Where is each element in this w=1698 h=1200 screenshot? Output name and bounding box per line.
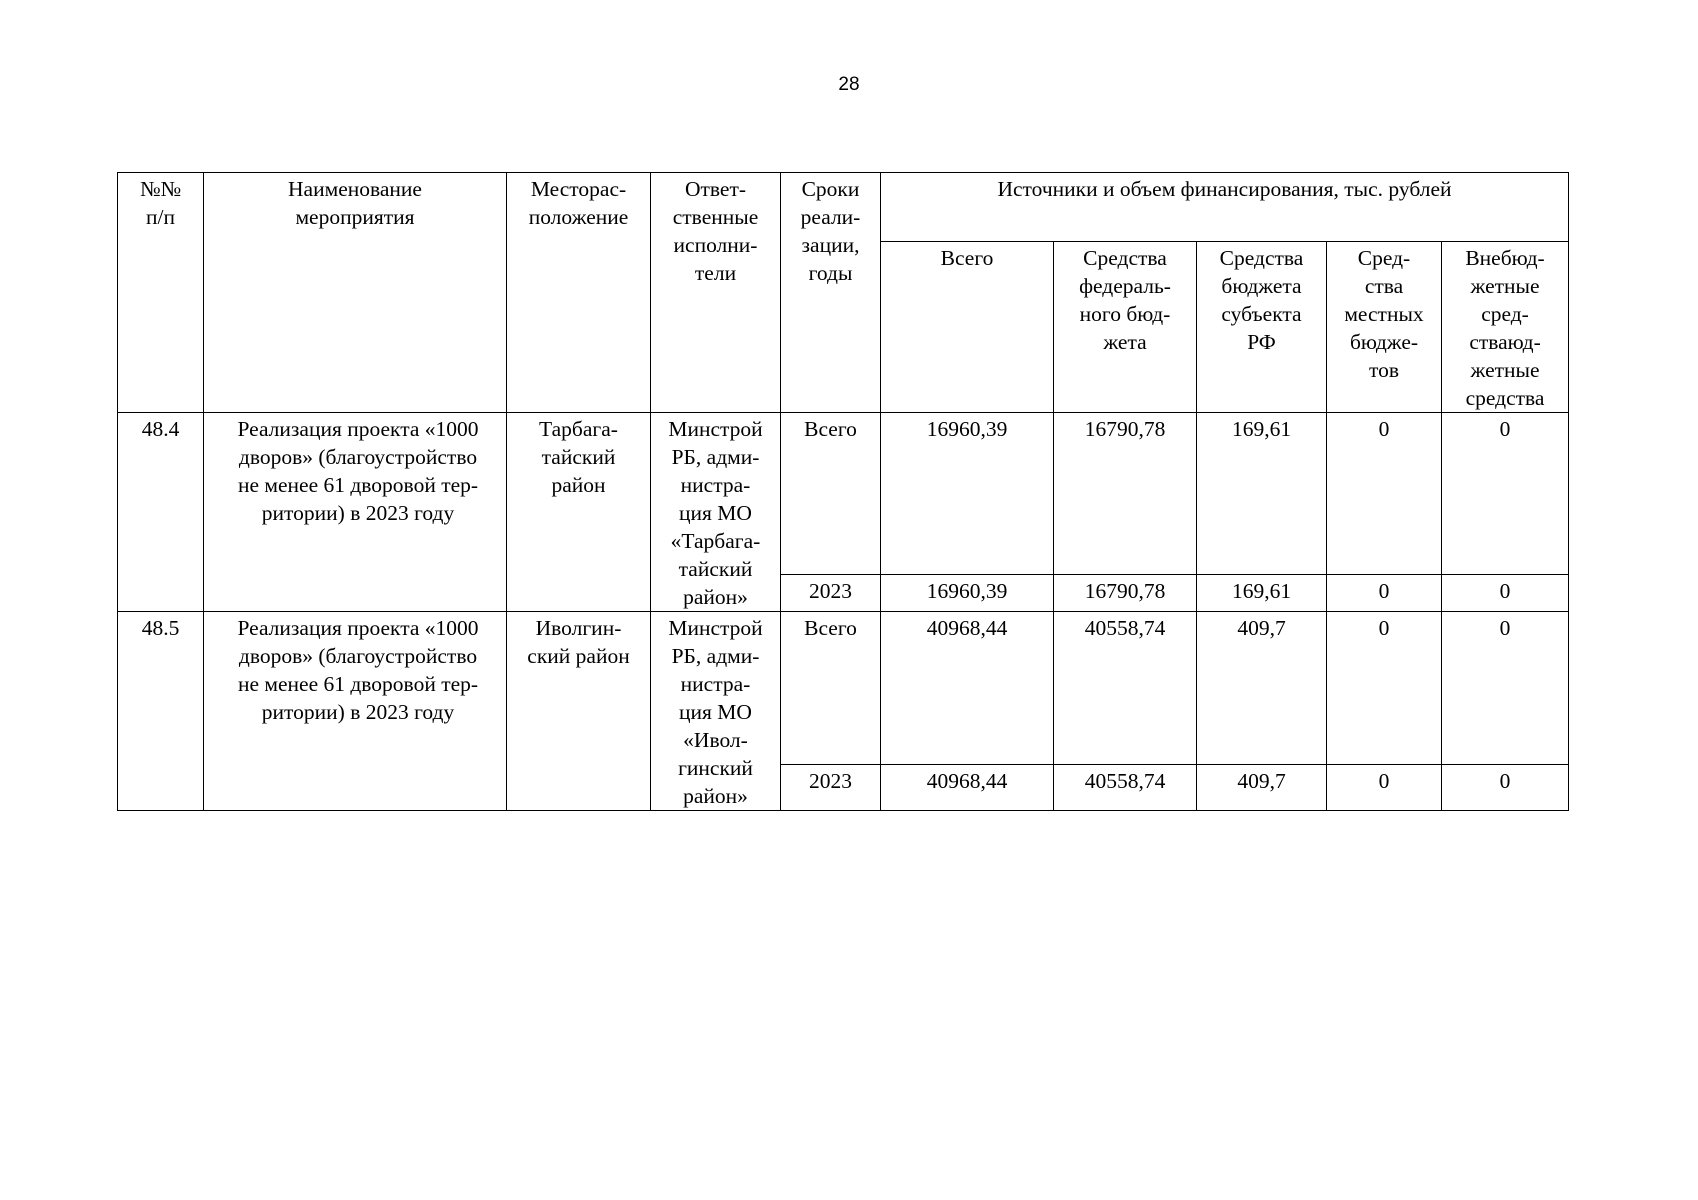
header-name: Наименование мероприятия [204, 173, 507, 413]
row-local: 0 [1327, 413, 1442, 575]
header-sources: Источники и объем финансирования, тыс. рублей [881, 173, 1569, 242]
header-row [118, 173, 1569, 242]
row-extra: 0 [1442, 574, 1569, 611]
row-extra: 0 [1442, 413, 1569, 575]
row-total: 16960,39 [881, 413, 1054, 575]
row-federal: 40558,74 [1054, 765, 1197, 811]
row-location: Тарбага- тайский район [507, 413, 651, 612]
header-subject: Средства бюджета субъекта РФ [1197, 242, 1327, 413]
table-row [118, 612, 1569, 765]
row-term: Всего [781, 413, 881, 575]
row-term: Всего [781, 612, 881, 765]
header-extra: Внебюд- жетные сред- стваюд- жетные средства [1442, 242, 1569, 413]
row-subject: 409,7 [1197, 765, 1327, 811]
row-name: Реализация проекта «1000 дворов» (благоустройство не менее 61 дворовой тер- ритории) в 2023 году [204, 612, 507, 811]
row-name: Реализация проекта «1000 дворов» (благоустройство не менее 61 дворовой тер- ритории) в 2023 году [204, 413, 507, 612]
row-executors: Минстрой РБ, адми- нистра- ция МО «Тарбага- тайский район» [651, 413, 781, 612]
header-executors: Ответ- ственные исполни- тели [651, 173, 781, 413]
row-subject: 169,61 [1197, 413, 1327, 575]
row-term: 2023 [781, 765, 881, 811]
header-location: Месторас- положение [507, 173, 651, 413]
header-num: №№ п/п [118, 173, 204, 413]
header-terms: Сроки реали- зации, годы [781, 173, 881, 413]
row-local: 0 [1327, 765, 1442, 811]
row-num: 48.5 [118, 612, 204, 811]
row-subject: 169,61 [1197, 574, 1327, 611]
row-total: 40968,44 [881, 765, 1054, 811]
row-extra: 0 [1442, 765, 1569, 811]
financing-table [117, 172, 1569, 811]
row-extra: 0 [1442, 612, 1569, 765]
row-total: 16960,39 [881, 574, 1054, 611]
table-row [118, 413, 1569, 575]
page-number: 28 [838, 74, 860, 95]
row-executors: Минстрой РБ, адми- нистра- ция МО «Ивол- гинский район» [651, 612, 781, 811]
header-federal: Средства федераль- ного бюд- жета [1054, 242, 1197, 413]
header-local: Сред- ства местных бюдже- тов [1327, 242, 1442, 413]
row-location: Иволгин- ский район [507, 612, 651, 811]
row-local: 0 [1327, 612, 1442, 765]
row-federal: 40558,74 [1054, 612, 1197, 765]
row-subject: 409,7 [1197, 612, 1327, 765]
row-local: 0 [1327, 574, 1442, 611]
header-total: Всего [881, 242, 1054, 413]
row-federal: 16790,78 [1054, 413, 1197, 575]
row-term: 2023 [781, 574, 881, 611]
row-federal: 16790,78 [1054, 574, 1197, 611]
row-total: 40968,44 [881, 612, 1054, 765]
row-num: 48.4 [118, 413, 204, 612]
